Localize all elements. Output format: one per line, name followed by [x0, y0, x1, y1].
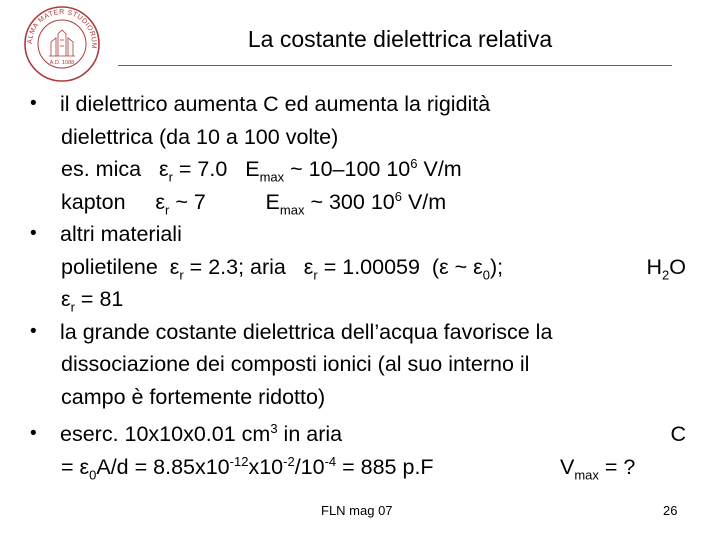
bullet-marker: • — [30, 423, 37, 444]
footer-label: FLN mag 07 — [321, 503, 393, 518]
polyethylene-line: polietilene $\varepsilon_r = 2.3$; aria $\varepsilon_r = 1.00059$ (ε ~ $\varepsilon_0$); — [61, 254, 504, 282]
svg-text:A.D. 1088: A.D. 1088 — [49, 60, 75, 66]
exercise-line-2: = $\varepsilon_0A/d = 8.85x10^{-12}x10^{-2}/10^{-4} = 885$ p.F — [61, 453, 434, 482]
bullet-marker: • — [30, 320, 37, 342]
kapton-line: kapton $\varepsilon_r$ ~ 7 $E_{max}$ ~ 300 $10^6$ V/m — [61, 188, 447, 217]
slide-title: La costante dielettrica relativa — [247, 26, 553, 52]
water-permittivity-line: $\varepsilon_r = 81$ — [61, 287, 124, 315]
bullet-3-line-3: campo è fortemente ridotto) — [61, 384, 326, 409]
bullet-1-line-1: il dielettrico aumenta C ed aumenta la rigidità — [60, 92, 491, 116]
exercise-line-1: eserc. 10x10x0.01 $cm^3$ in aria — [60, 420, 343, 446]
svg-text:ALMA MATER STUDIORUM: ALMA MATER STUDIORUM — [26, 8, 98, 50]
bullet-1-line-2: dielettrica (da 10 a 100 volte) — [61, 124, 339, 149]
capacitance-symbol: C — [670, 422, 686, 446]
bullet-2-line-1: altri materiali — [60, 222, 182, 246]
bullet-3-line-1: la grande costante dielettrica dell’acqua favorisce la — [60, 319, 553, 344]
bullet-marker: • — [30, 223, 37, 244]
title-divider — [118, 65, 672, 66]
mica-line: es. mica $\varepsilon_r = 7.0$ $E_{max}$ ~ 10–100 $10^6$ V/m — [61, 155, 462, 185]
water-formula: $H_2O$ — [646, 254, 686, 282]
bullet-marker: • — [30, 93, 37, 114]
page-number: 26 — [663, 503, 678, 518]
vmax-question: $V_{max}$ = ? — [560, 454, 636, 482]
bullet-3-line-2: dissociazione dei composti ionici (al suo interno il — [61, 352, 530, 376]
university-seal-logo — [22, 4, 102, 84]
